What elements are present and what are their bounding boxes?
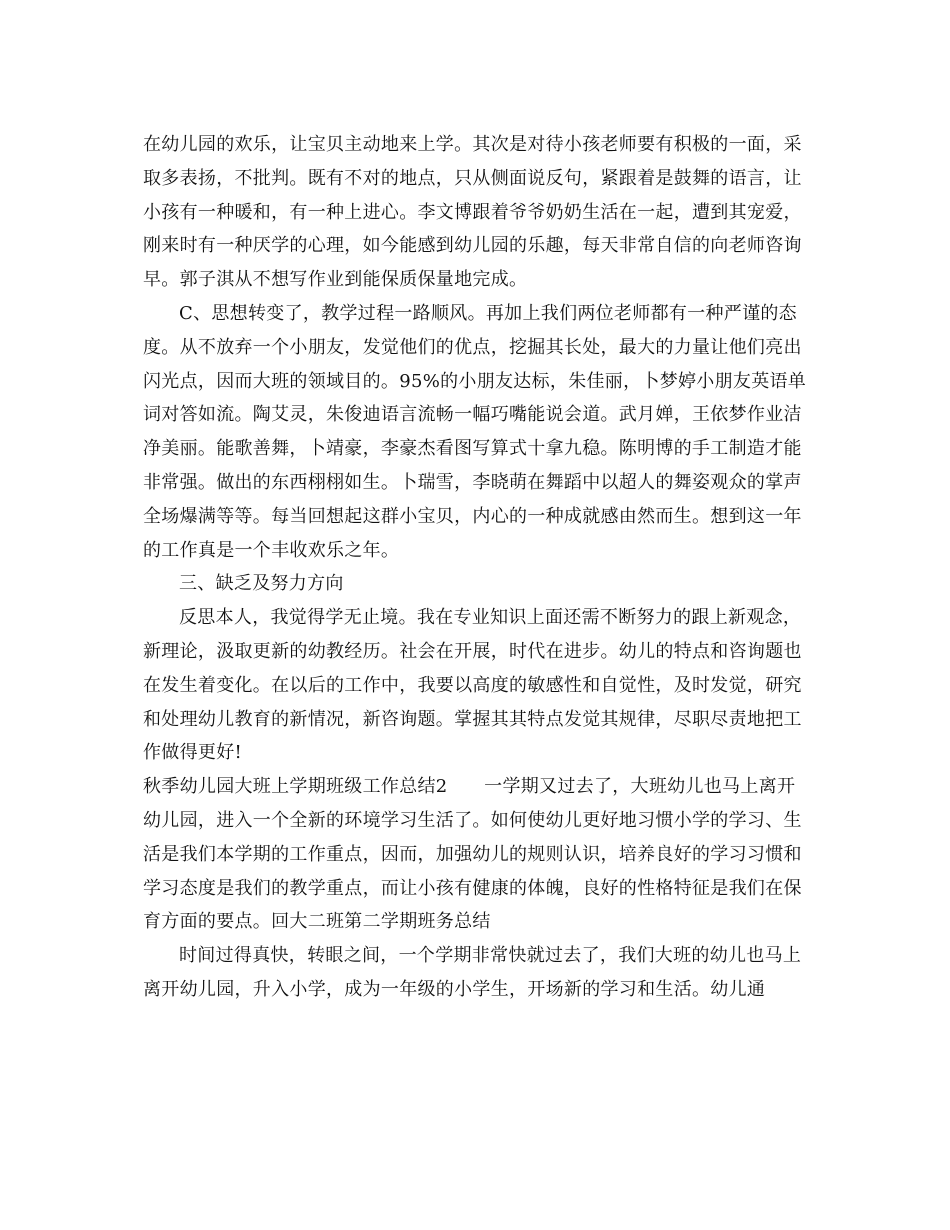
paragraph-section-c: C、思想转变了，教学过程一路顺风。再加上我们两位老师都有一种严谨的态度。从不放弃一个小朋友，发觉他们的优点，挖掘其长处，最大的力量让他们亮出闪光点，因而大班的领域目的。95%的小朋友达标，朱佳丽，卜梦婷小朋友英语单词对答如流。陶艾灵，朱俊迪语言流畅一幅巧嘴能说会道。武月婵，王依梦作业洁净美丽。能歌善舞，卜靖豪，李豪杰看图写算式十拿九稳。陈明博的手工制造才能非常强。做出的东西栩栩如生。卜瑞雪，李晓萌在舞蹈中以超人的舞姿观众的掌声全场爆满等等。每当回想起这群小宝贝，内心的一种成就感由然而生。想到这一年的工作真是一个丰收欢乐之年。 [143,302,807,561]
paragraph-summary-2-title: 秋季幼儿园大班上学期班级工作总结2 一学期又过去了，大班幼儿也马上离开幼儿园，进入一个全新的环境学习生活了。如何使幼儿更好地习惯小学的学习、生活是我们本学期的工作重点，因而，加强幼儿的规则认识，培养良好的学习习惯和学习态度是我们的教学重点，而让小孩有健康的体魄，良好的性格特征是我们在保育方面的要点。回大二班第二学期班务总结 [143,776,802,933]
paragraph-reflection: 反思本人，我觉得学无止境。我在专业知识上面还需不断努力的跟上新观念，新理论，汲取更新的幼教经历。社会在开展，时代在进步。幼儿的特点和咨询题也在发生着变化。在以后的工作中，我要以高度的敏感性和自觉性，及时发觉，研究和处理幼儿教育的新情况，新咨询题。掌握其其特点发觉其规律，尽职尽责地把工作做得更好! [143,607,802,764]
document-body [143,128,808,1007]
paragraph-continuation: 在幼儿园的欢乐，让宝贝主动地来上学。其次是对待小孩老师要有积极的一面，采取多表扬，不批判。既有不对的地点，只从侧面说反句，紧跟着是鼓舞的语言，让小孩有一种暖和，有一种上进心。李文博跟着爷爷奶奶生活在一起，遭到其宠爱，刚来时有一种厌学的心理，如今能感到幼儿园的乐趣，每天非常自信的向老师咨询早。郭子淇从不想写作业到能保质保量地完成。 [143,134,802,291]
paragraph-time-passes: 时间过得真快，转眼之间，一个学期非常快就过去了，我们大班的幼儿也马上离开幼儿园，升入小学，成为一年级的小学生，开场新的学习和生活。幼儿通 [143,945,802,1000]
section-heading-shortcomings: 三、缺乏及努力方向 [179,573,344,595]
